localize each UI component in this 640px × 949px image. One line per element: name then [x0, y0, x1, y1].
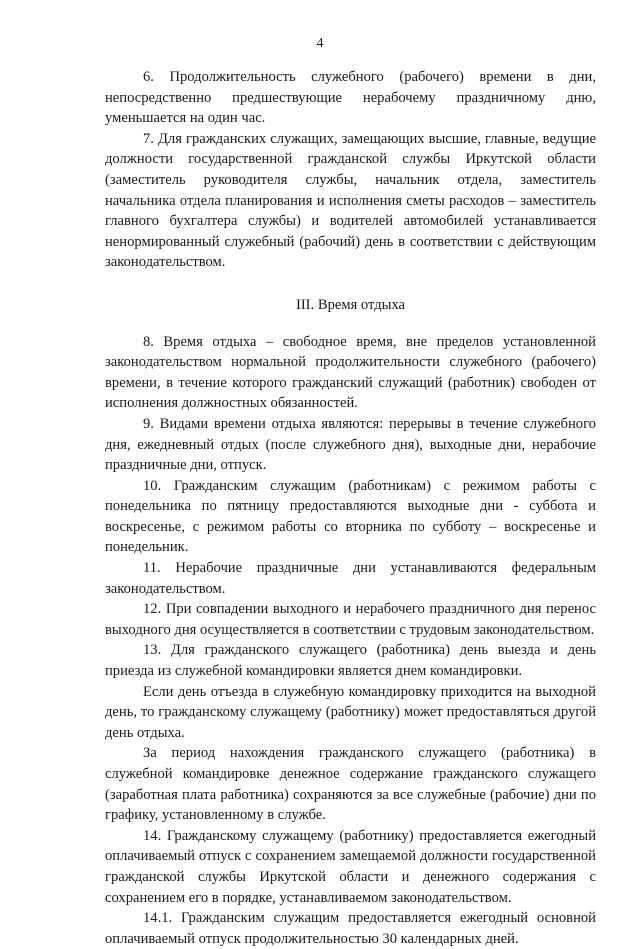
document-body [105, 67, 596, 949]
paragraph-6: 6. Продолжительность служебного (рабочего) времени в дни, непосредственно предшествующие нерабочему праздничному дню, уменьшается на один час. [105, 69, 596, 127]
paragraph-14-1: 14.1. Гражданским служащим предоставляется ежегодный основной оплачиваемый отпуск продолжительностью 30 календарных дней. [105, 910, 596, 947]
paragraph-14: 14. Гражданскому служащему (работнику) предоставляется ежегодный оплачиваемый отпуск с сохранением замещаемой должности государственной гражданской службы Иркутской области и денежного содержания с сохранением его в порядке, устанавливаемом законодательством. [105, 827, 596, 906]
page-number: 4 [316, 36, 324, 51]
paragraph-10: 10. Гражданским служащим (работникам) с режимом работы с понедельника по пятницу предоставляются выходные дни - суббота и воскресенье, с режимом работы со вторника по субботу – воскресенье и понедельник. [105, 477, 596, 556]
section-heading: III. Время отдыха [295, 296, 406, 313]
paragraph-7: 7. Для гражданских служащих, замещающих высшие, главные, ведущие должности государственной гражданской службы Иркутской области (заместитель руководителя службы, начальник отдела, заместитель начальника отдела планирования и исполнения сметы расходов – заместитель главного бухгалтера службы) и водителей автомобилей устанавливается ненормированный служебный (рабочий) день в соответствии с действующим законодательством. [105, 130, 596, 271]
paragraph-12: 12. При совпадении выходного и нерабочего праздничного дня перенос выходного дня осуществляется в соответствии с трудовым законодательством. [105, 601, 596, 638]
paragraph-13-salary: За период нахождения гражданского служащего (работника) в служебной командировке денежное содержание гражданского служащего (заработная плата работника) сохраняются за все служебные (рабочие) дни по графику, установленному в службе. [105, 745, 596, 824]
paragraph-13-departure: Если день отъезда в служебную командировку приходится на выходной день, то гражданскому служащему (работнику) может предоставляться другой день отдыха. [105, 683, 596, 741]
paragraph-9: 9. Видами времени отдыха являются: перерывы в течение служебного дня, ежедневный отдых (после служебного дня), выходные дни, нерабочие праздничные дни, отпуск. [105, 415, 596, 474]
paragraph-8: 8. Время отдыха – свободное время, вне пределов установленной законодательством нормальной продолжительности служебного (рабочего) времени, в течение которого гражданский служащий (работник) свободен от исполнения должностных обязанностей. [105, 333, 596, 412]
paragraph-11: 11. Нерабочие праздничные дни устанавливаются федеральным законодательством. [105, 560, 596, 597]
paragraph-13: 13. Для гражданского служащего (работника) день выезда и день приезда из служебной командировки является днем командировки. [105, 642, 596, 680]
